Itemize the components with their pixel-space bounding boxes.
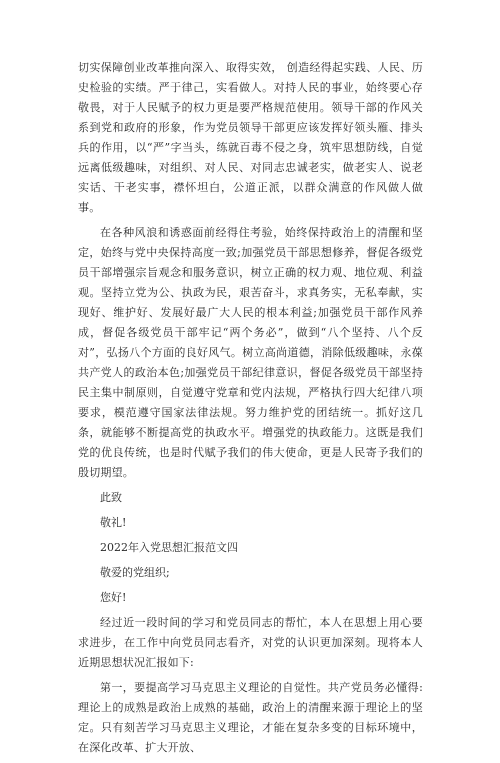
body-paragraph: 切实保障创业改革推向深入、取得实效， 创造经得起实践、人民、历史检验的实绩。严于律己，实看做人。对持人民的事业，始终要心存敬畏，对于人民赋予的权力更是要严格规范使用。领导干部的作风关系到党和政府的形象，作为党员领导干部更应该发挥好领头雁、排头兵的作用，以“严”字当头，练就百毒不侵之身，筑牢思想防线，自觉远离低级趣味，对组织、对人民、对同志忠诚老实，做老实人、说老实话、干老实事，襟怀坦白，公道正派，以群众满意的作风做人做事。 — [78, 61, 423, 214]
closing-line: 此致 — [100, 491, 122, 504]
salute-line: 敬礼! — [100, 516, 127, 529]
section-title: 2022年入党思想汇报范文四 — [100, 541, 238, 554]
document-page — [78, 58, 423, 763]
addressee-line: 敬爱的党组织; — [100, 566, 170, 579]
greeting-line: 您好! — [100, 591, 127, 604]
body-paragraph: 在各种风浪和诱惑面前经得住考验，始终保持政治上的清醒和坚定，始终与党中央保持高度一致;加强党员干部思想修养，督促各级党员干部增强宗旨观念和服务意识，树立正确的权力观、地位观、利益观。坚持立党为公、执政为民，艰苦奋斗，求真务实，无私奉献，实现好、维护好、发展好最广大人民的根本利益;加强党员干部作风养成，督促各级党员干部牢记“两个务必”，做到“八个坚持、八个反对”，弘扬八个方面的良好风气。树立高尚道德，消除低级趣味，永葆共产党人的政治本色;加强党员干部纪律意识，督促各级党员干部坚持民主集中制原则，自觉遵守党章和党内法规，严格执行四大纪律八项要求，模范遵守国家法律法规。努力维护党的团结统一。抓好这几条，就能够不断提高党的执政水平。增强党的执政能力。这既是我们党的优良传统，也是时代赋予我们的伟大使命，更是人民寄予我们的殷切期望。 — [78, 226, 423, 479]
intro-paragraph: 经过近一段时间的学习和党员同志的帮忙，本人在思想上用心要求进步，在工作中向党员同志看齐，对党的认识更加深刻。现将本人近期思想状况汇报如下: — [78, 616, 423, 669]
body-paragraph: 第一，要提高学习马克思主义理论的自觉性。共产党员务必懂得:理论上的成熟是政治上成熟的基础，政治上的清醒来源于理论上的坚定。只有刻苦学习马克思主义理论，才能在复杂多变的目标环境中，在深化改革、扩大开放、 — [78, 681, 423, 754]
